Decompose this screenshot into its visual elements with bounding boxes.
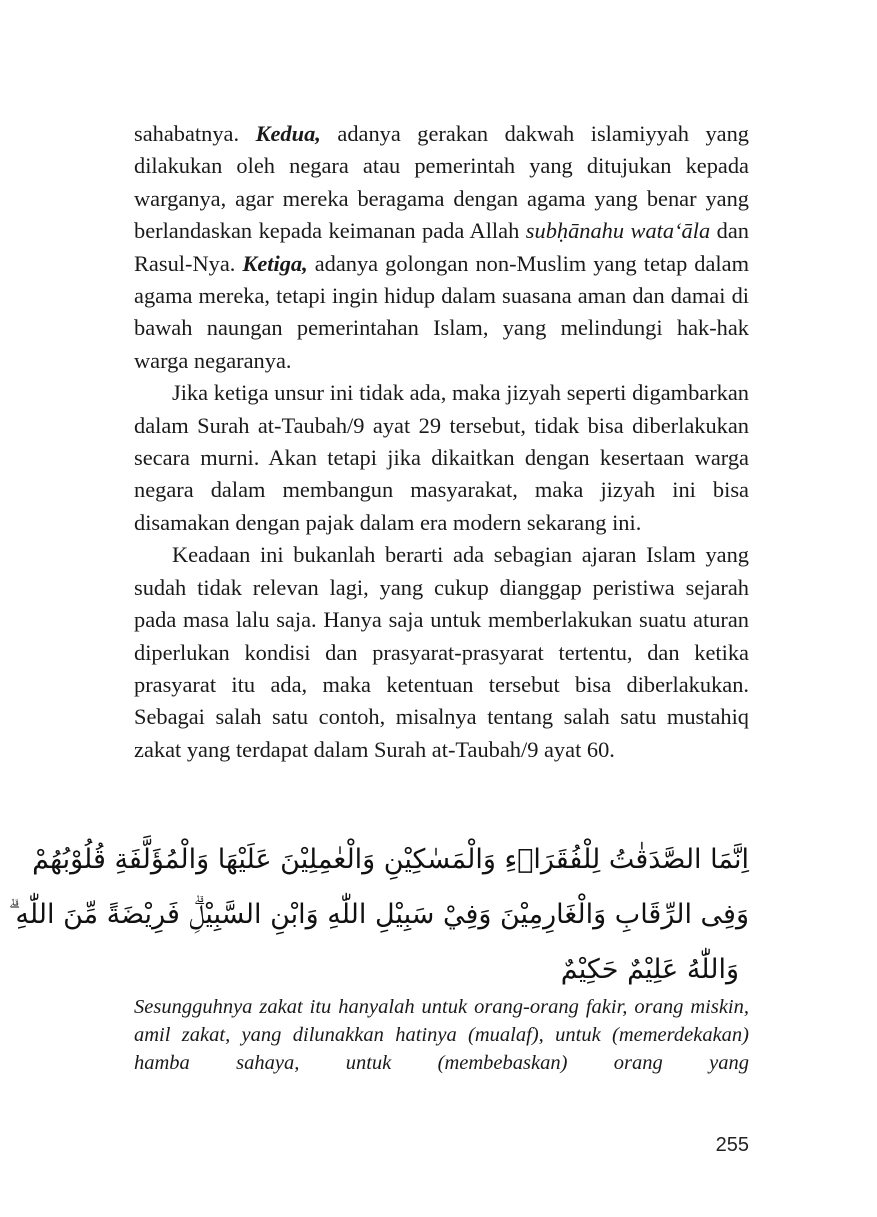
paragraph-1 — [134, 118, 749, 377]
verse-line-2: وَفِى الرِّقَابِ وَالْغَارِمِيْنَ وَفِيْ سَبِيْلِ اللّٰهِ وَابْنِ السَّبِيْلِۗ فَرِيْضَةً مِّنَ اللّٰهِ ۗ — [8, 899, 749, 930]
verse-translation: Sesungguhnya zakat itu hanyalah untuk orang-orang fakir, orang miskin, amil zakat, yang dilunakkan hatinya (mualaf), untuk (memerdekakan) hamba sahaya, untuk (membebaskan) orang yang — [134, 996, 749, 1074]
page-number: 255 — [715, 1134, 749, 1156]
main-text — [134, 118, 749, 766]
emphasis-ketiga: Ketiga, — [242, 250, 308, 276]
text-run: dan Rasul-Nya. — [134, 218, 749, 276]
text-run: sahabatnya. — [134, 121, 256, 146]
verse-line-1: اِنَّمَا الصَّدَقٰتُ لِلْفُقَرَاۤءِ وَالْمَسٰكِيْنِ وَالْعٰمِلِيْنَ عَلَيْهَا وَالْمُؤَلَّفَةِ قُلُوْبُهُمْ — [32, 844, 749, 875]
text-run: adanya golongan non-Muslim yang tetap dalam agama mereka, tetapi ingin hidup dalam suasana aman dan damai di bawah naungan pemerintahan Islam, yang melindungi hak-hak warga negaranya. — [134, 250, 750, 373]
emphasis-kedua: Kedua, — [255, 121, 321, 146]
honorific-italic: subḥānahu wata‘āla — [525, 218, 711, 244]
text-run: adanya gerakan dakwah islamiyyah yang dilakukan oleh negara atau pemerintah yang ditujukan kepada warganya, agar mereka beragama dengan agama yang benar yang berlandaskan kepada keimanan pada Allah — [134, 121, 749, 244]
paragraph-3: Keadaan ini bukanlah berarti ada sebagian ajaran Islam yang sudah tidak relevan lagi, yang cukup dianggap peristiwa sejarah pada masa lalu saja. Hanya saja untuk memberlakukan suatu aturan diperlukan kondisi dan prasyarat-prasyarat tertentu, dan ketika prasyarat itu ada, maka ketentuan tersebut bisa diberlakukan. Sebagai salah satu contoh, misalnya tentang salah satu mustahiq zakat yang terdapat dalam Surah at-Taubah/9 ayat 60. — [134, 542, 749, 762]
paragraph-2: Jika ketiga unsur ini tidak ada, maka jizyah seperti digambarkan dalam Surah at-Taubah/9 ayat 29 tersebut, tidak bisa diberlakukan secara murni. Akan tetapi jika dikaitkan dengan kesertaan warga negara dalam membangun masyarakat, maka jizyah ini bisa disamakan dengan pajak dalam era modern sekarang ini. — [134, 380, 749, 535]
quran-verse — [8, 832, 749, 997]
verse-line-3: وَاللّٰهُ عَلِيْمٌ حَكِيْمٌ — [560, 954, 739, 985]
